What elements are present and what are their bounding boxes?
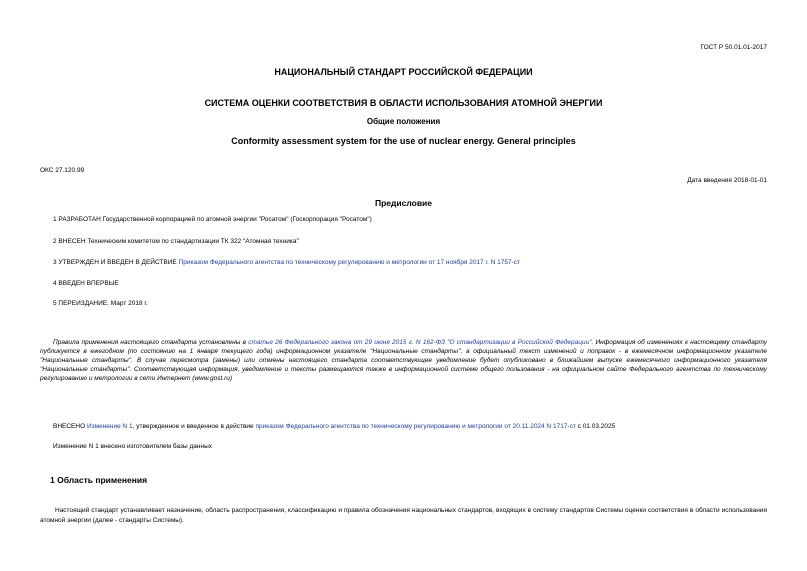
rules-text-start: Правила применения настоящего стандарта установлены в [53, 339, 249, 346]
section-1-paragraph: Настоящий стандарт устанавливает назначение, область распространения, классификацию и правила обозначения национальных стандартов, входящих в систему стандартов Системы оценки соответствия в области использования атомной энергии (далее - стандарты Системы). [40, 507, 767, 524]
document-subtitle: Общие положения [366, 117, 441, 126]
amendment-note: Изменение N 1 внесено изготовителем базы данных [53, 443, 213, 450]
amendment-middle: , утвержденное и введенное в действие [132, 423, 256, 430]
document-title-english: Conformity assessment system for the use of nuclear energy. General principles [231, 136, 576, 146]
application-rules-paragraph [40, 338, 767, 383]
preface-item-3 [53, 259, 520, 266]
amendment-prefix: ВНЕСЕНО [53, 423, 87, 430]
introduction-date: Дата введения 2018-01-01 [687, 177, 767, 184]
preface-item-1: 1 РАЗРАБОТАН Государственной корпорацией по атомной энергии "Росатом" (Госкорпорация "Росатом") [53, 216, 372, 223]
section-1-heading: 1 Область применения [50, 475, 148, 485]
amendment-order-link[interactable]: приказом Федерального агентства по техническому регулированию и метрологии от 20.11.2024 N 1717-ст [255, 423, 576, 430]
preface-item-4: 4 ВВЕДЕН ВПЕРВЫЕ [53, 280, 119, 287]
rules-text-rest: . Информация об изменениях к настоящему стандарту публикуется в ежегодном (по состоянию на 1 января текущего года) информационном указателе "Национальные стандарты", а официальный текст изменений и поправок - в ежемесячном информационном указателе "Национальные стандарты". В случае пересмотра (замены) или отмены настоящего стандарта соответствующее уведомление будет опубликовано в ближайшем выпуске ежемесячного информационного указателя "Национальные стандарты". Соответствующая информация, уведомление и тексты размещаются также в информационной системе общего пользования - на официальном сайте Федерального агентства по техническому регулированию и метрологии в сети Интернет (www.gost.ru) [40, 339, 768, 382]
document-title: СИСТЕМА ОЦЕНКИ СООТВЕТСТВИЯ В ОБЛАСТИ ИСПОЛЬЗОВАНИЯ АТОМНОЙ ЭНЕРГИИ [204, 98, 603, 108]
preface-item-2: 2 ВНЕСЕН Техническим комитетом по стандартизации ТК 322 "Атомная техника" [53, 238, 299, 245]
standard-type-heading: НАЦИОНАЛЬНЫЙ СТАНДАРТ РОССИЙСКОЙ ФЕДЕРАЦИИ [274, 67, 533, 77]
document-code: ГОСТ Р 50.01.01-2017 [700, 44, 767, 51]
preface-item-5: 5 ПЕРЕИЗДАНИЕ. Март 2018 г. [53, 300, 148, 307]
amendment-1-link[interactable]: Изменение N 1 [86, 423, 133, 430]
federal-law-link[interactable]: статье 26 Федерального закона от 29 июня 2015 г. N 162-ФЗ "О стандартизации в Российской Федерации" [248, 339, 592, 346]
approval-order-link[interactable]: Приказом Федерального агентства по техническому регулированию и метрологии от 17 ноября 2017 г. N 1757-ст [178, 259, 521, 266]
preface-item-3-text: 3 УТВЕРЖДЕН И ВВЕДЕН В ДЕЙСТВИЕ [53, 259, 179, 266]
amendment-suffix: с 01.03.2025 [575, 423, 616, 430]
oks-code: ОКС 27.120.99 [40, 167, 85, 174]
preface-heading: Предисловие [374, 198, 433, 208]
amendment-line [53, 423, 615, 430]
